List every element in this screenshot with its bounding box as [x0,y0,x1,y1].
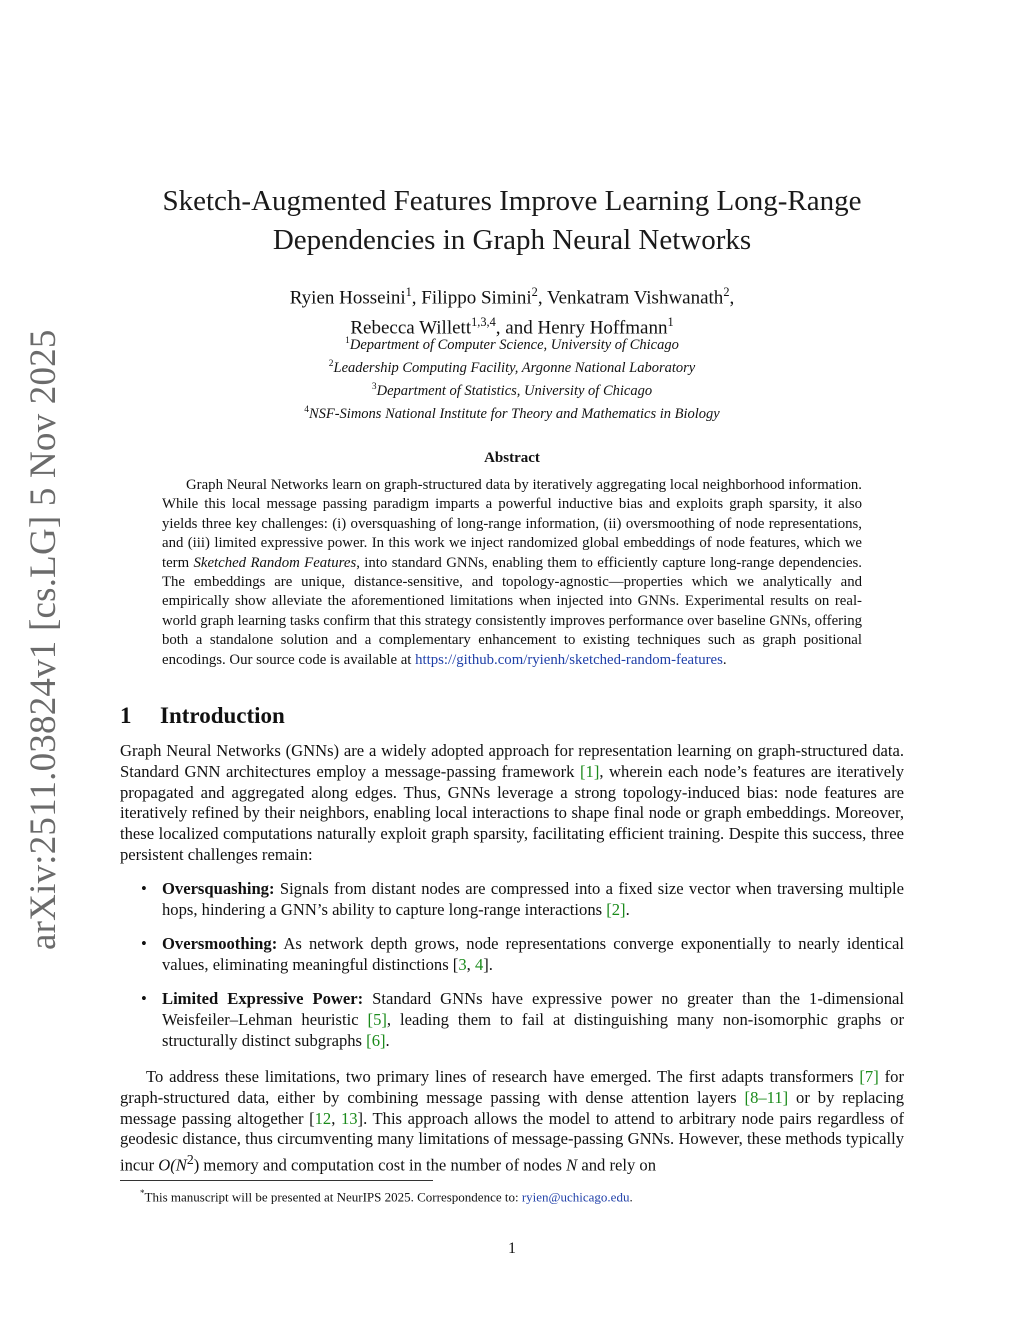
author-affil-sup: 2 [531,285,538,299]
paragraph-text: , wherein each node’s features are iteratively propagated and aggregated along edges. Thus, GNNs leverage a strong topology-induced bias: node features are iteratively refined by their neighbors, enabling local interactions to shape final node or graph embeddings. Moreover, these localized computations naturally exploit graph sparsity, facilitating efficient training. Despite this success, three persistent challenges remain: [120,761,905,864]
affiliation-text: Leadership Computing Facility, Argonne National Laboratory [333,359,696,376]
section-heading [120,703,904,729]
citation-link[interactable]: [5] [367,1009,387,1029]
author-name: Henry Hoffmann [537,317,668,339]
intro-paragraph: To address these limitations, two primary lines of research have emerged. The first adapts transformers [7] for graph-structured data, either by combining message passing with dense attention layers [8–11] or by replacing message passing altogether [12, 13]. This approach allows the model to attend to arbitrary node pairs regardless of geodesic distance, thus circumventing many limitations of message-passing GNNs. However, these methods typically incur $O(N^2)$ memory and computation cost in the number of nodes N and rely on [120,1067,904,1175]
footnote [120,1185,904,1205]
affiliation-sup: 4 [304,405,309,416]
bullet-icon: • [141,989,147,1009]
author-sep: , and [495,317,538,339]
author-sep: , [411,287,422,309]
page-number: 1 [508,1240,516,1257]
paragraph-text: To address these limitations, two primary lines of research have emerged. The first adapts transformers [146,1067,860,1086]
author-sep: , [729,287,735,309]
author-affil-sup: 1 [405,285,412,299]
affiliation [120,332,904,355]
bullet-label: Oversmoothing: [162,934,278,954]
footnote-text: . [629,1189,633,1205]
abstract-heading: Abstract [484,450,540,466]
bullet-text: . [625,899,630,919]
paragraph-text: Graph Neural Networks (GNNs) are a widely adopted approach for representation learning on graph-structured data. Standard GNN architectures employ a message-passing framework [120,741,904,781]
bullet-text: As network depth grows, node representations converge exponentially to nearly identical values, eliminating meaningful distinctions [ [162,934,904,974]
author-name: Ryien Hosseini [289,287,406,309]
bullet-text: , leading them to fail at distinguishing many non-isomorphic graphs or structurally distinct subgraphs [162,1009,904,1050]
bullet-text: ]. [483,954,493,974]
affiliation-list [120,332,904,425]
citation-link[interactable]: [7] [859,1067,879,1086]
affiliation-text: Department of Computer Science, University of Chicago [349,336,679,353]
challenge-list [120,879,904,1065]
math-expression: O(N [158,1155,187,1175]
abstract-text: , into standard GNNs, enabling them to efficiently capture long-range dependencies. The embeddings are unique, distance-sensitive, and topology-agnostic—properties which we analytically and empirically show alleviate the aforementioned limitations when injected into GNNs. Experimental results on real-world graph learning tasks confirm that this strategy consistently improves performance over baseline GNNs, offering both a standalone solution and a complementary enhancement to existing techniques such as graph positional encodings. Our source code is available at [162,554,862,668]
author-sep: , [537,287,547,309]
citation-link[interactable]: [1] [580,761,600,781]
citation-link[interactable]: [8–11] [744,1087,789,1107]
citation-link[interactable]: 4 [474,954,484,974]
affiliation-sup: 3 [371,382,377,393]
section-number: 1 [120,703,132,728]
paragraph-text: or by replacing message passing altogether [ [120,1087,904,1128]
author-affil-sup: 1,3,4 [471,315,496,330]
bullet-label: Limited Expressive Power: [162,989,364,1009]
source-code-link[interactable]: https://github.com/ryienh/sketched-random-features [415,651,723,668]
paragraph-text: memory and computation cost in the number of nodes [199,1155,567,1175]
section-title: Introduction [160,703,285,728]
author-name: Venkatram Vishwanath [546,287,724,309]
affiliation [120,355,904,378]
bullet-text: . [385,1030,390,1050]
arxiv-identifier-stamp: arXiv:2511.03824v1 [cs.LG] 5 Nov 2025 [23,329,64,950]
author-name: Rebecca Willett [350,317,472,339]
author-affil-sup: 2 [723,285,730,299]
author-affil-sup: 1 [667,315,674,330]
math-expression: ) [193,1155,200,1175]
abstract-text: Graph Neural Networks learn on graph-structured data by iteratively aggregating local neighborhood information. While this local message passing paradigm imparts a powerful inductive bias and exploits graph sparsity, it also yields three key challenges: (i) oversquashing of long-range information, (ii) oversmoothing of node representations, and (iii) limited expressive power. In this work we inject randomized global embeddings of node features, which we term [162,477,862,571]
citation-link[interactable]: 13 [340,1108,358,1128]
citation-link[interactable]: 12 [314,1108,332,1128]
affiliation [120,378,904,401]
bullet-icon: • [141,879,147,898]
bullet-label: Oversquashing: [162,879,275,898]
list-item [120,989,904,1051]
paragraph-text: and rely on [577,1155,656,1175]
citation-link[interactable]: [2] [606,899,626,919]
list-item [120,879,904,921]
math-exponent: 2 [186,1152,194,1168]
abstract-body [162,476,862,670]
abstract-term: Sketched Random Features [193,554,357,571]
paper-title [120,182,904,260]
math-variable: N [566,1155,578,1175]
email-link[interactable]: ryien@uchicago.edu [521,1189,630,1205]
bullet-icon: • [141,934,147,954]
footnote-divider [120,1180,433,1181]
affiliation [120,401,904,424]
paragraph-text: for graph-structured data, either by combining message passing with dense attention layers [120,1067,904,1107]
bullet-text: Signals from distant nodes are compressed into a fixed size vector when traversing multiple hops, hindering a GNN’s ability to capture long-range interactions [162,879,904,919]
abstract-text: . [722,651,727,668]
intro-paragraph [120,741,904,866]
list-item: • Oversmoothing: As network depth grows, node representations converge exponentially to nearly identical values, eliminating meaningful distinctions [3, 4]. [141,934,904,974]
title-line-1: Sketch-Augmented Features Improve Learning Long-Range [162,185,862,217]
paragraph-text: ]. This approach allows the model to attend to arbitrary node pairs regardless of geodesic distance, thus circumventing many limitations of message-passing GNNs. However, these methods typically incur [120,1108,904,1175]
citation-link[interactable]: [6] [366,1030,386,1050]
author-name: Filippo Simini [421,287,532,309]
footnote-text: This manuscript will be presented at NeurIPS 2025. Correspondence to: [144,1189,522,1205]
bullet-text: Standard GNNs have expressive power no greater than the 1-dimensional Weisfeiler–Lehman heuristic [162,989,904,1029]
affiliation-text: Department of Statistics, University of Chicago [376,383,653,400]
affiliation-sup: 1 [345,336,350,346]
footnote-mark: * [140,1188,145,1198]
citation-link[interactable]: 3 [458,954,467,974]
title-line-2: Dependencies in Graph Neural Networks [272,224,752,256]
affiliation-sup: 2 [328,359,334,370]
affiliation-text: NSF-Simons National Institute for Theory and Mathematics in Biology [308,406,720,423]
